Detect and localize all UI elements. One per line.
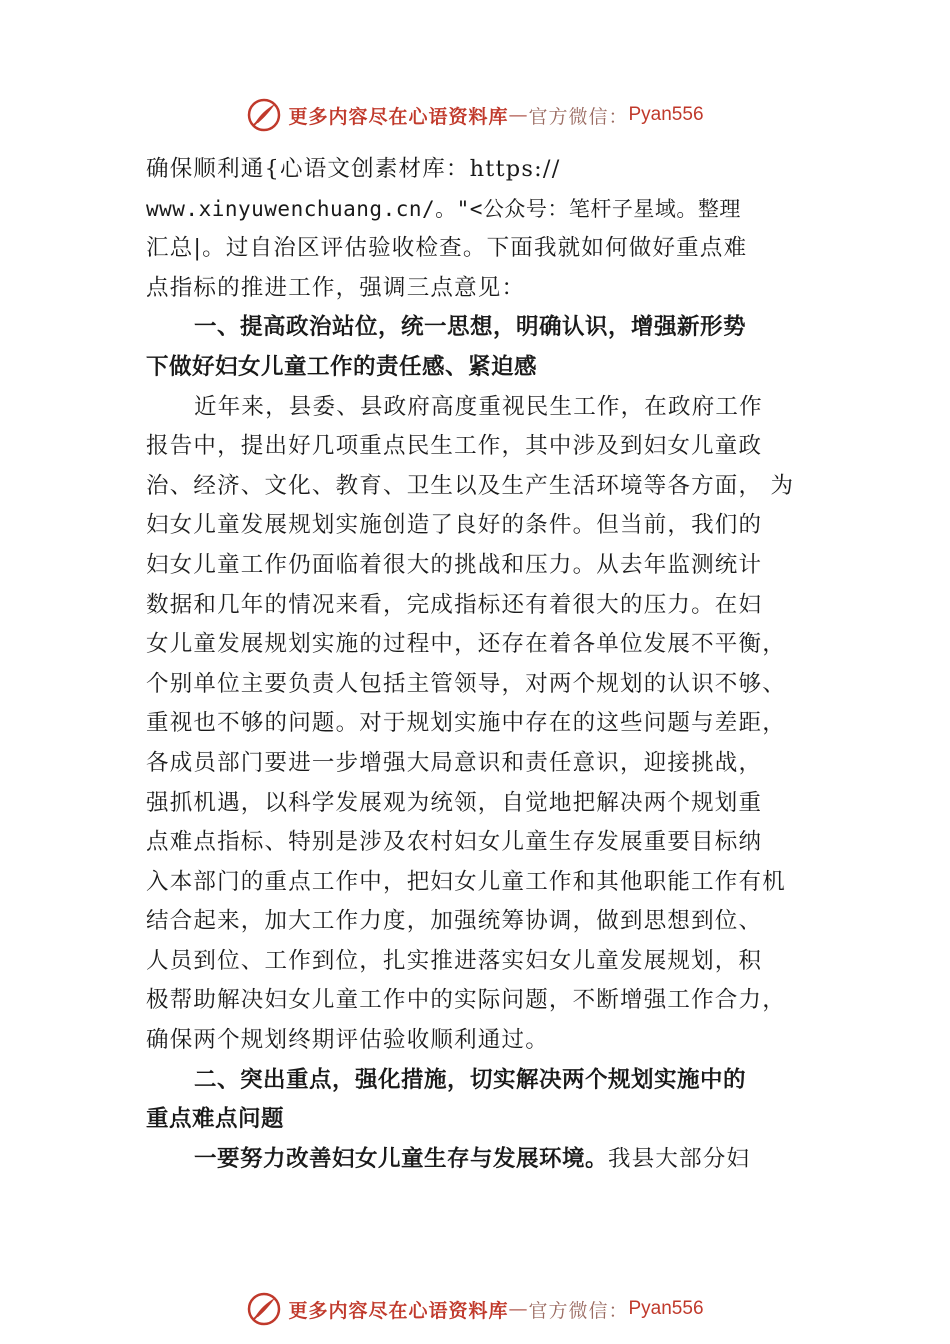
paragraph-line: 数据和几年的情况来看，完成指标还有着很大的压力。在妇 (146, 591, 763, 618)
section-heading-2-cont: 重点难点问题 (146, 1106, 285, 1133)
paragraph-line: 报告中，提出好几项重点民生工作，其中涉及到妇女儿童政 (146, 433, 763, 460)
paragraph-line: 结合起来，加大工作力度，加强统筹协调，做到思想到位、 (146, 908, 763, 935)
watermark-header (0, 95, 950, 135)
watermark-handle: Pyan556 (628, 104, 704, 125)
paragraph-line (146, 1140, 826, 1180)
paragraph-line: 妇女儿童发展规划实施创造了良好的条件。但当前，我们的 (146, 512, 763, 539)
paragraph-line: 近年来，县委、县政府高度重视民生工作，在政府工作 (194, 393, 763, 420)
section-heading-2: 二、突出重点，强化措施，切实解决两个规划实施中的 (194, 1066, 747, 1093)
watermark-handle: Pyan556 (628, 1298, 704, 1319)
paragraph-line: 重视也不够的问题。对于规划实施中存在的这些问题与差距， (146, 710, 786, 737)
paragraph-line: 个别单位主要负责人包括主管领导，对两个规划的认识不够、 (146, 670, 786, 697)
intro-line: 汇总|。过自治区评估验收检查。下面我就如何做好重点难 (146, 235, 748, 262)
intro-line: 点指标的推进工作，强调三点意见： (146, 274, 526, 301)
paragraph-line: 点难点指标、特别是涉及农村妇女儿童生存发展重要目标纳 (146, 829, 763, 856)
watermark-brand: 更多内容尽在心语资料库 (288, 1299, 509, 1322)
paragraph-lead: 一要努力改善妇女儿童生存与发展环境。 (194, 1145, 609, 1172)
watermark-official: 官方微信： (528, 105, 629, 128)
paragraph-line: 极帮助解决妇女儿童工作中的实际问题，不断增强工作合力， (146, 987, 786, 1014)
section-heading-1: 一、提高政治站位，统一思想，明确认识，增强新形势 (194, 314, 747, 341)
document-body (146, 150, 826, 1179)
watermark-separator: — (508, 1298, 529, 1320)
paragraph-line: 女儿童发展规划实施的过程中，还存在着各单位发展不平衡， (146, 631, 786, 658)
section-heading-1-cont: 下做好妇女儿童工作的责任感、紧迫感 (146, 353, 538, 380)
paragraph-rest: 我县大部分妇 (608, 1145, 751, 1172)
watermark-separator: — (508, 104, 529, 126)
watermark-official: 官方微信： (528, 1299, 629, 1322)
paragraph-line: 妇女儿童工作仍面临着很大的挑战和压力。从去年监测统计 (146, 551, 763, 578)
paragraph-line: 强抓机遇，以科学发展观为统领，自觉地把解决两个规划重 (146, 789, 763, 816)
paragraph-line: 确保两个规划终期评估验收顺利通过。 (146, 1027, 549, 1054)
paragraph-line: 人员到位、工作到位，扎实推进落实妇女儿童发展规划，积 (146, 947, 763, 974)
watermark-footer (0, 1289, 950, 1329)
paragraph-line: 治、经济、文化、教育、卫生以及生产生活环境等各方面， 为 (146, 472, 795, 499)
quill-logo-icon (246, 97, 282, 133)
paragraph-line: 入本部门的重点工作中，把妇女儿童工作和其他职能工作有机 (146, 868, 786, 895)
intro-line: 确保顺利通{心语文创素材库：https:// (146, 156, 561, 182)
intro-line: www.xinyuwenchuang.cn/。"<公众号：笔杆子星域。整理 (146, 196, 741, 221)
watermark-brand: 更多内容尽在心语资料库 (288, 105, 509, 128)
quill-logo-icon (246, 1291, 282, 1327)
paragraph-line: 各成员部门要进一步增强大局意识和责任意识，迎接挑战， (146, 749, 763, 776)
